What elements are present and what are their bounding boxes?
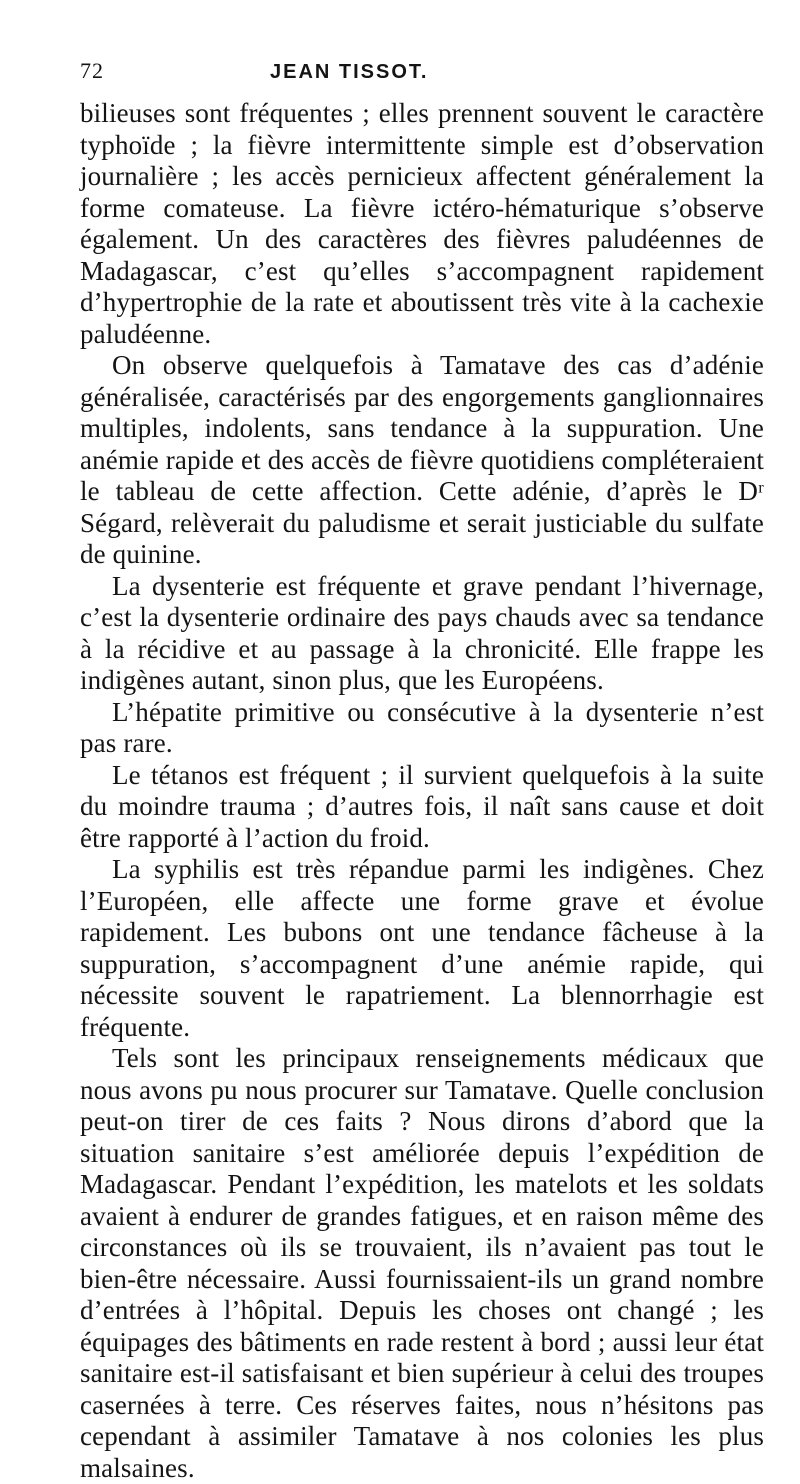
page-number: 72: [80, 58, 104, 83]
page-header: [80, 58, 764, 98]
paragraph-adenie: On observe quelquefois à Tamatave des cas d’adénie généralisée, caractérisés par des engorgements ganglionnaires multiples, indolents, sans tendance à la suppuration. Une anémie rapide et des accès de fièvre quotidiens compléteraient le tableau de cette affection. Cette adénie, d’après le Dʳ Ségard, relèverait du paludisme et serait justiciable du sulfate de quinine.: [80, 350, 764, 569]
running-head: JEAN TISSOT.: [270, 61, 429, 83]
paragraph-continuation: bilieuses sont fréquentes ; elles prennent souvent le caractère typhoïde ; la fièvre intermittente simple est d’observation journalière ; les accès pernicieux affectent généralement la forme comateuse. La fièvre ictéro-hématurique s’observe également. Un des caractères des fièvres paludéennes de Madagascar, c’est qu’elles s’accompagnent rapidement d’hypertrophie de la rate et aboutissent très vite à la cachexie paludéenne.: [80, 98, 764, 349]
paragraph-syphilis: La syphilis est très répandue parmi les indigènes. Chez l’Européen, elle affecte une forme grave et évolue rapidement. Les bubons ont une tendance fâcheuse à la suppuration, s’accompagnent d’une anémie rapide, qui nécessite souvent le rapatriement. La blennorrhagie est fréquente.: [80, 854, 764, 1042]
paragraph-conclusion: Tels sont les principaux renseignements médicaux que nous avons pu nous procurer sur Tamatave. Quelle conclusion peut-on tirer de ces faits ? Nous dirons d’abord que la situation sanitaire s’est améliorée depuis l’expédition de Madagascar. Pendant l’expédition, les matelots et les soldats avaient à endurer de grandes fatigues, et en raison même des circonstances où ils se trouvaient, ils n’avaient pas tout le bien-être nécessaire. Aussi fournissaient-ils un grand nombre d’entrées à l’hôpital. Depuis les choses ont changé ; les équipages des bâtiments en rade restent à bord ; aussi leur état sanitaire est-il satisfaisant et bien supérieur à celui des troupes casernées à terre. Ces réserves faites, nous n’hésitons pas cependant à assimiler Tamatave à nos colonies les plus malsaines.: [80, 1043, 764, 1483]
paragraph-hepatite: L’hépatite primitive ou consécutive à la dysenterie n’est pas rare.: [80, 696, 764, 758]
paragraph-tetanos: Le tétanos est fréquent ; il survient quelquefois à la suite du moindre trauma ; d’autres fois, il naît sans cause et doit être rapporté à l’action du froid.: [80, 759, 764, 853]
page-body: [80, 98, 764, 1484]
paragraph-dysenterie: La dysenterie est fréquente et grave pendant l’hivernage, c’est la dysenterie ordinaire des pays chauds avec sa tendance à la récidive et au passage à la chronicité. Elle frappe les indigènes autant, sinon plus, que les Européens.: [80, 570, 764, 695]
